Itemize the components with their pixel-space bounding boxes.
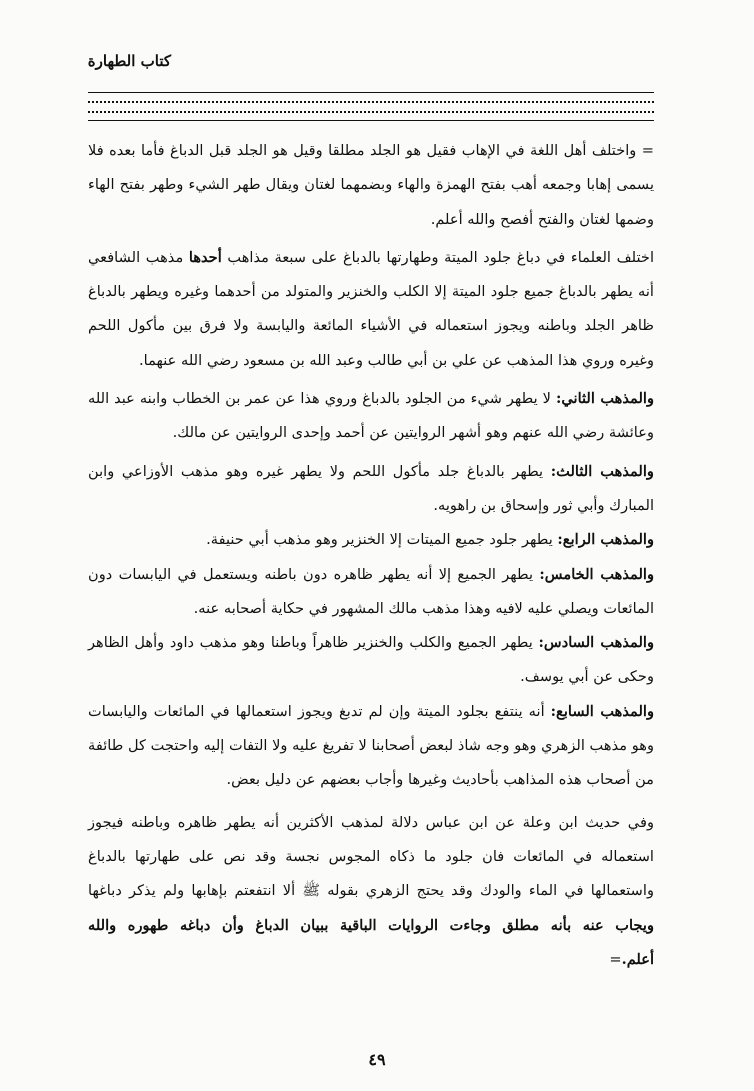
madhab-3-text: يطهر بالدباغ جلد مأكول اللحم ولا يطهر غيره وهو مذهب الأوزاعي وابن المبارك وأبي ثور وإسحاق بن راهويه.	[88, 462, 654, 514]
madhab-2-text: لا يطهر شيء من الجلود بالدباغ وروي هذا عن عمر بن الخطاب وابنه عبد الله وعائشة رضي الله عنهم وهو أشهر الروايتين عن أحمد وإحدى الروايتين عن مالك.	[88, 390, 654, 442]
madhab-4	[88, 523, 654, 557]
madhab-7-text: أنه ينتفع بجلود الميتة وإن لم تدبغ ويجوز استعمالها في المائعات واليابسات وهو مذهب الزهري وهو وجه شاذ لبعض أصحابنا لا تفريغ عليه ولا التفات إليه واحتجت كل طائفة من أصحاب هذه المذاهب بأحاديث وغيرها وأجاب بعضهم عن دليل بعض.	[88, 702, 654, 789]
madhab-7	[88, 695, 654, 798]
continuation-marker: =	[609, 950, 622, 968]
madhab-4-text: يطهر جلود جميع الميتات إلا الخنزير وهو مذهب أبي حنيفة.	[206, 531, 558, 549]
madhab-4-label: والمذهب الرابع:	[557, 531, 654, 549]
madhab-6	[88, 626, 654, 695]
paragraph-overview	[88, 241, 654, 378]
madhab-7-label: والمذهب السابع:	[550, 702, 655, 720]
madhab-2-label: والمذهب الثاني:	[555, 390, 654, 408]
madhab-5	[88, 558, 654, 627]
overview-first-label: أحدها	[188, 248, 222, 266]
madhab-5-text: يطهر الجميع إلا أنه يطهر ظاهره دون باطنه ويستعمل في اليابسات دون المائعات ويصلي عليه لافيه وهذا مذهب مالك المشهور في حكاية أصحابه عنه.	[88, 565, 654, 617]
madhab-6-label: والمذهب السادس:	[538, 634, 655, 652]
paragraph-conclusion	[88, 806, 654, 977]
running-header-title: كتاب الطهارة	[87, 52, 171, 70]
conclusion-bold-text: ويجاب عنه بأنه مطلق وجاءت الروايات الباقية ببيان الدباغ وأن دباغه طهوره والله أعلم.	[88, 916, 654, 968]
paragraph-definition: = واختلف أهل اللغة في الإهاب فقيل هو الجلد مطلقا وقيل هو الجلد قبل الدباغ فأما بعده فلا يسمى إهابا وجمعه أهب بفتح الهمزة والهاء وبضمهما لغتان ويقال طهر الشيء وطهر بفتح الهاء وضمها لغتان والفتح أفصح والله أعلم.	[88, 142, 654, 228]
overview-intro: اختلف العلماء في دباغ جلود الميتة وطهارتها بالدباغ على سبعة مذاهب	[221, 248, 654, 266]
header-rule-dotted-2	[88, 111, 654, 113]
overview-first-text: مذهب الشافعي أنه يطهر بالدباغ جميع جلود الميتة إلا الكلب والخنزير والمتولد من أحدهما وغيره ويطهر بالدباغ ظاهر الجلد وباطنه ويجوز استعماله في الأشياء المائعة واليابسة ولا فرق بين مأكول اللحم وغيره وروي هذا المذهب عن علي بن أبي طالب وعبد الله بن مسعود رضي الله عنهما.	[88, 248, 654, 369]
header-rule-top	[88, 92, 654, 93]
madhab-3	[88, 455, 654, 524]
page-body	[88, 134, 654, 977]
header-rule-bottom	[88, 120, 654, 121]
madhab-2	[88, 382, 654, 451]
madhab-6-text: يطهر الجميع والكلب والخنزير ظاهراً وباطنا وهو مذهب داود وأهل الظاهر وحكى عن أبي يوسف.	[88, 634, 654, 686]
conclusion-text: وفي حديث ابن وعلة عن ابن عباس دلالة لمذهب الأكثرين أنه يطهر ظاهره وباطنه فيجوز استعماله في المائعات فان جلود ما ذكاه المجوس نجسة وقد نص على طهارتها بالدباغ واستعمالها في الماء والودك وقد يحتج الزهري بقوله ﷺ ألا انتفعتم بإهابها ولم يذكر دباغها	[88, 813, 654, 900]
madhab-3-label: والمذهب الثالث:	[550, 462, 654, 480]
header-rule-dotted-1	[88, 101, 654, 103]
madhab-5-label: والمذهب الخامس:	[539, 565, 654, 583]
page-number: ٤٩	[368, 1050, 386, 1069]
